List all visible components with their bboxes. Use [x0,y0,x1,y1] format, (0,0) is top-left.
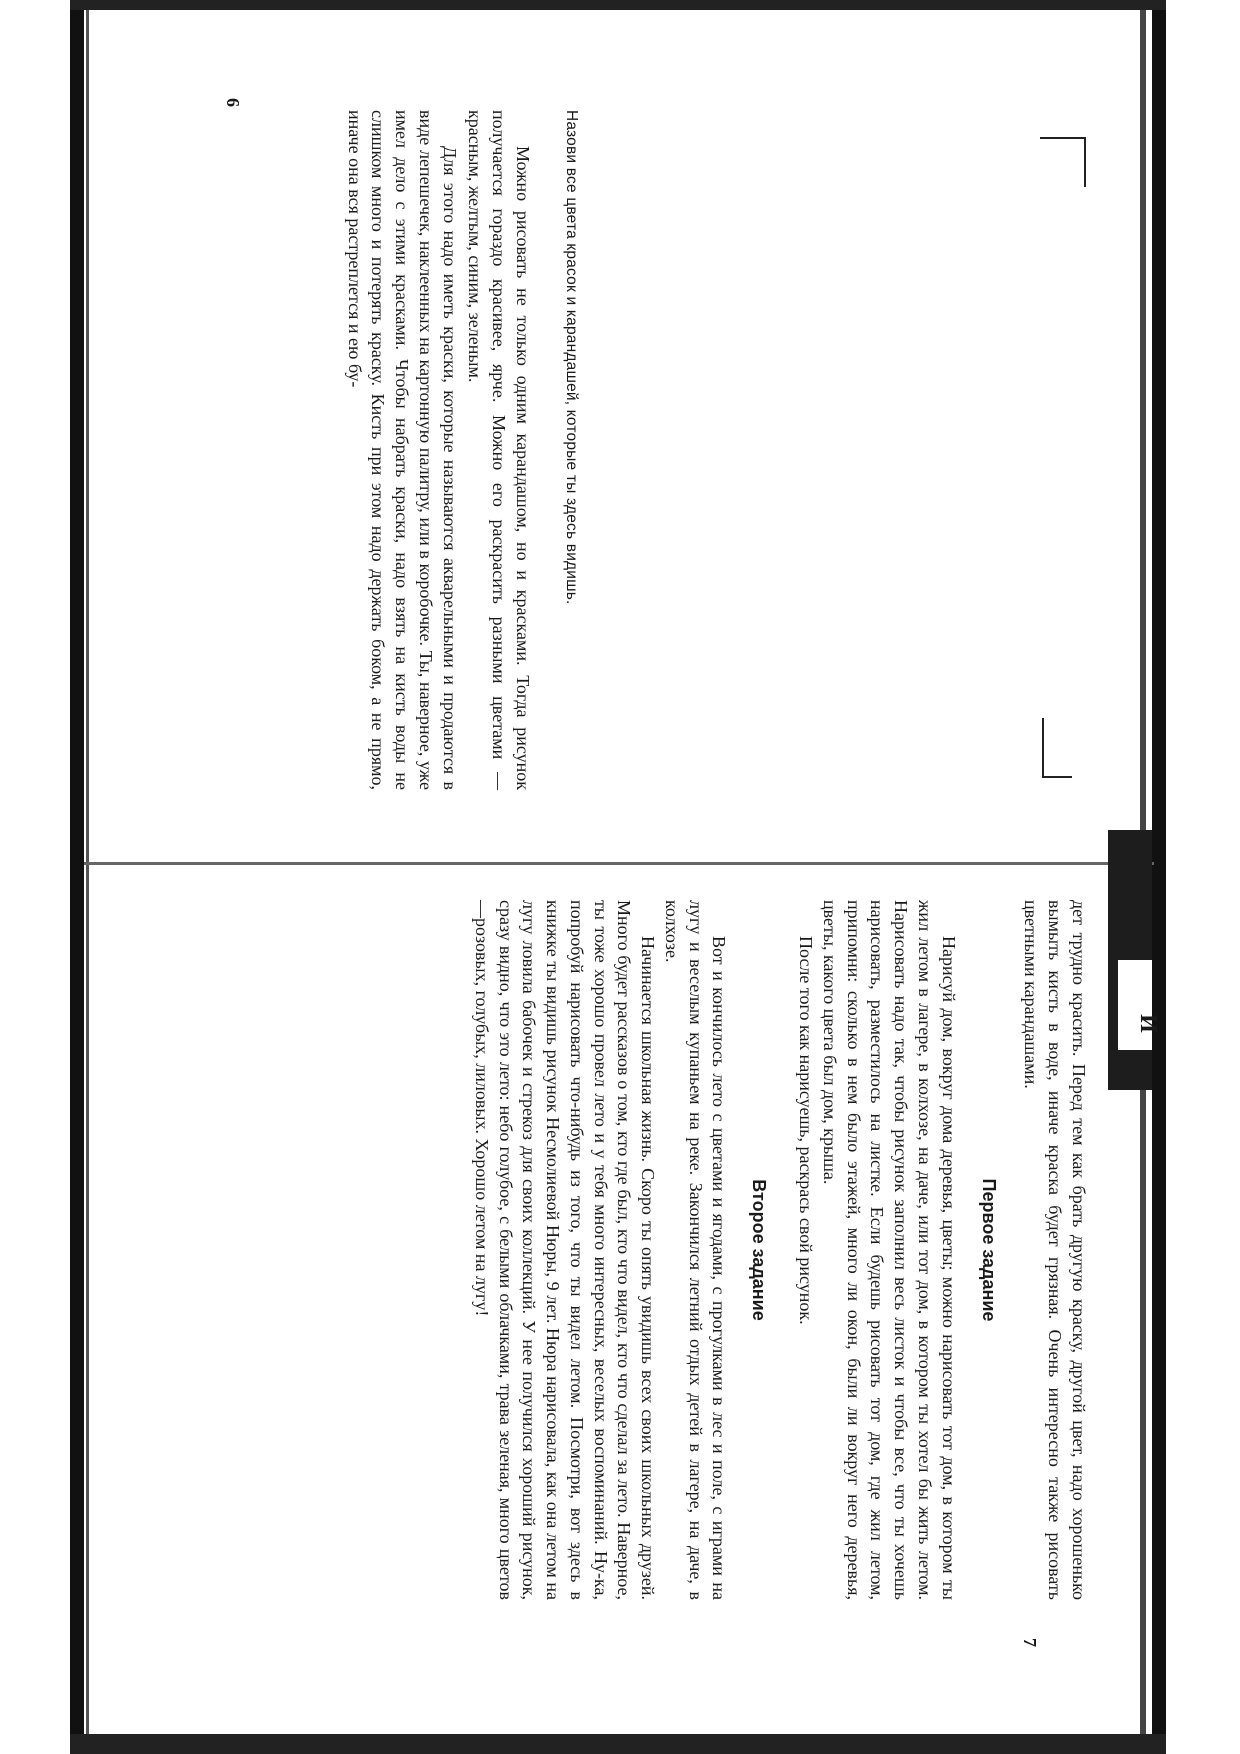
section-title-first-task: Первое задание [978,1178,999,1322]
page-6 [160,110,580,790]
book-gutter [84,862,1154,865]
scan-border-top [70,0,1166,10]
running-header-fragment: И [1134,1014,1161,1033]
paragraph: Можно рисовать не только одним карандашом, но и красками. Тогда рисунок получается гораздо красивее, ярче. Можно его раскрасить разными цветами — красным, желтым, синим, зеленым. [465,110,533,790]
book-spine-gap [1118,960,1152,1050]
page-number-6: 6 [223,98,243,107]
paragraph: Для этого надо иметь краски, которые называются акварельными и продаются в виде лепешечек, наклеенных на картонную палитру, или в коробочке. Ты, наверное, уже имел дело с этими красками. Чтобы набрать краски, надо взять на кисть воды не слишком много и потерять краску. Кисть при этом надо держать боком, а не прямо, иначе она вся растреплется и ею бу- [344,110,460,790]
illustration-caption: Назови все цвета красок и карандашей, которые ты здесь видишь. [563,110,580,605]
crop-mark [1040,137,1086,139]
crop-mark [1042,718,1044,778]
scan-border-left [70,0,84,1754]
paragraph: Нарисуй дом, вокруг дома деревья, цветы; можно нарисовать тот дом, в котором ты жил летом в лагере, в колхозе, на даче, или тот дом, в котором ты хотел бы жить летом. Нарисовать надо так, чтобы рисунок заполнил весь листок и чтобы все, что ты хочешь нарисовать, разместилось на листке. Если будешь рисовать тот дом, где жил летом, припомни: сколько в нем было этажей, много ли окон, были ли вокруг него деревья, цветы, какого цвета был дом, крыша. [820,900,959,1600]
crop-mark [1084,137,1086,187]
paragraph: Начинается школьная жизнь. Скоро ты опять увидишь всех своих школьных друзей. Много будет рассказов о том, кто где был, кто что видел, кто что сделал за лето. Наверное, ты тоже хорошо провел лето и у тебя много интересных, веселых воспоминаний. Ну-ка, попробуй нарисовать что-нибудь из того, что ты видел летом. Посмотри, вот здесь в книжке ты видишь рисунок Несмолиевой Нюры, 9 лет. Нюра нарисовала, как она летом на лугу ловила бабочек и стрекоз для своих коллекций. У нее получился хороший рисунок, сразу видно, что это лето: небо голубое, с белыми облачками, трава зеленая, много цветов—розовых, голубых, лиловых. Хорошо летом на лугу! [472,900,659,1600]
crop-mark [1042,776,1072,778]
page-number-7: 7 [1020,1638,1040,1647]
paragraph: После того как нарисуешь, раскрась свой рисунок. [796,936,817,1325]
paragraph: Вот и кончилось лето с цветами и ягодами, с прогулками в лес и поле, с играми на лугу и веселым купаньем на реке. Закончился летний отдых детей в лагере, на даче, в колхозе. [662,900,730,1600]
scan-border-bottom [70,1734,1166,1754]
scan-border-left-inner [86,0,89,1754]
page-7 [472,900,1090,1600]
paragraph-continuation: дет трудно красить. Перед тем как брать другую краску, другой цвет, надо хорошенько вымыть кисть в воде, иначе краска будет грязная. Очень интересно также рисовать цветными карандашами. [1021,900,1089,1600]
scan-border-right [1152,0,1166,1754]
section-title-second-task: Второе задание [749,1179,770,1321]
